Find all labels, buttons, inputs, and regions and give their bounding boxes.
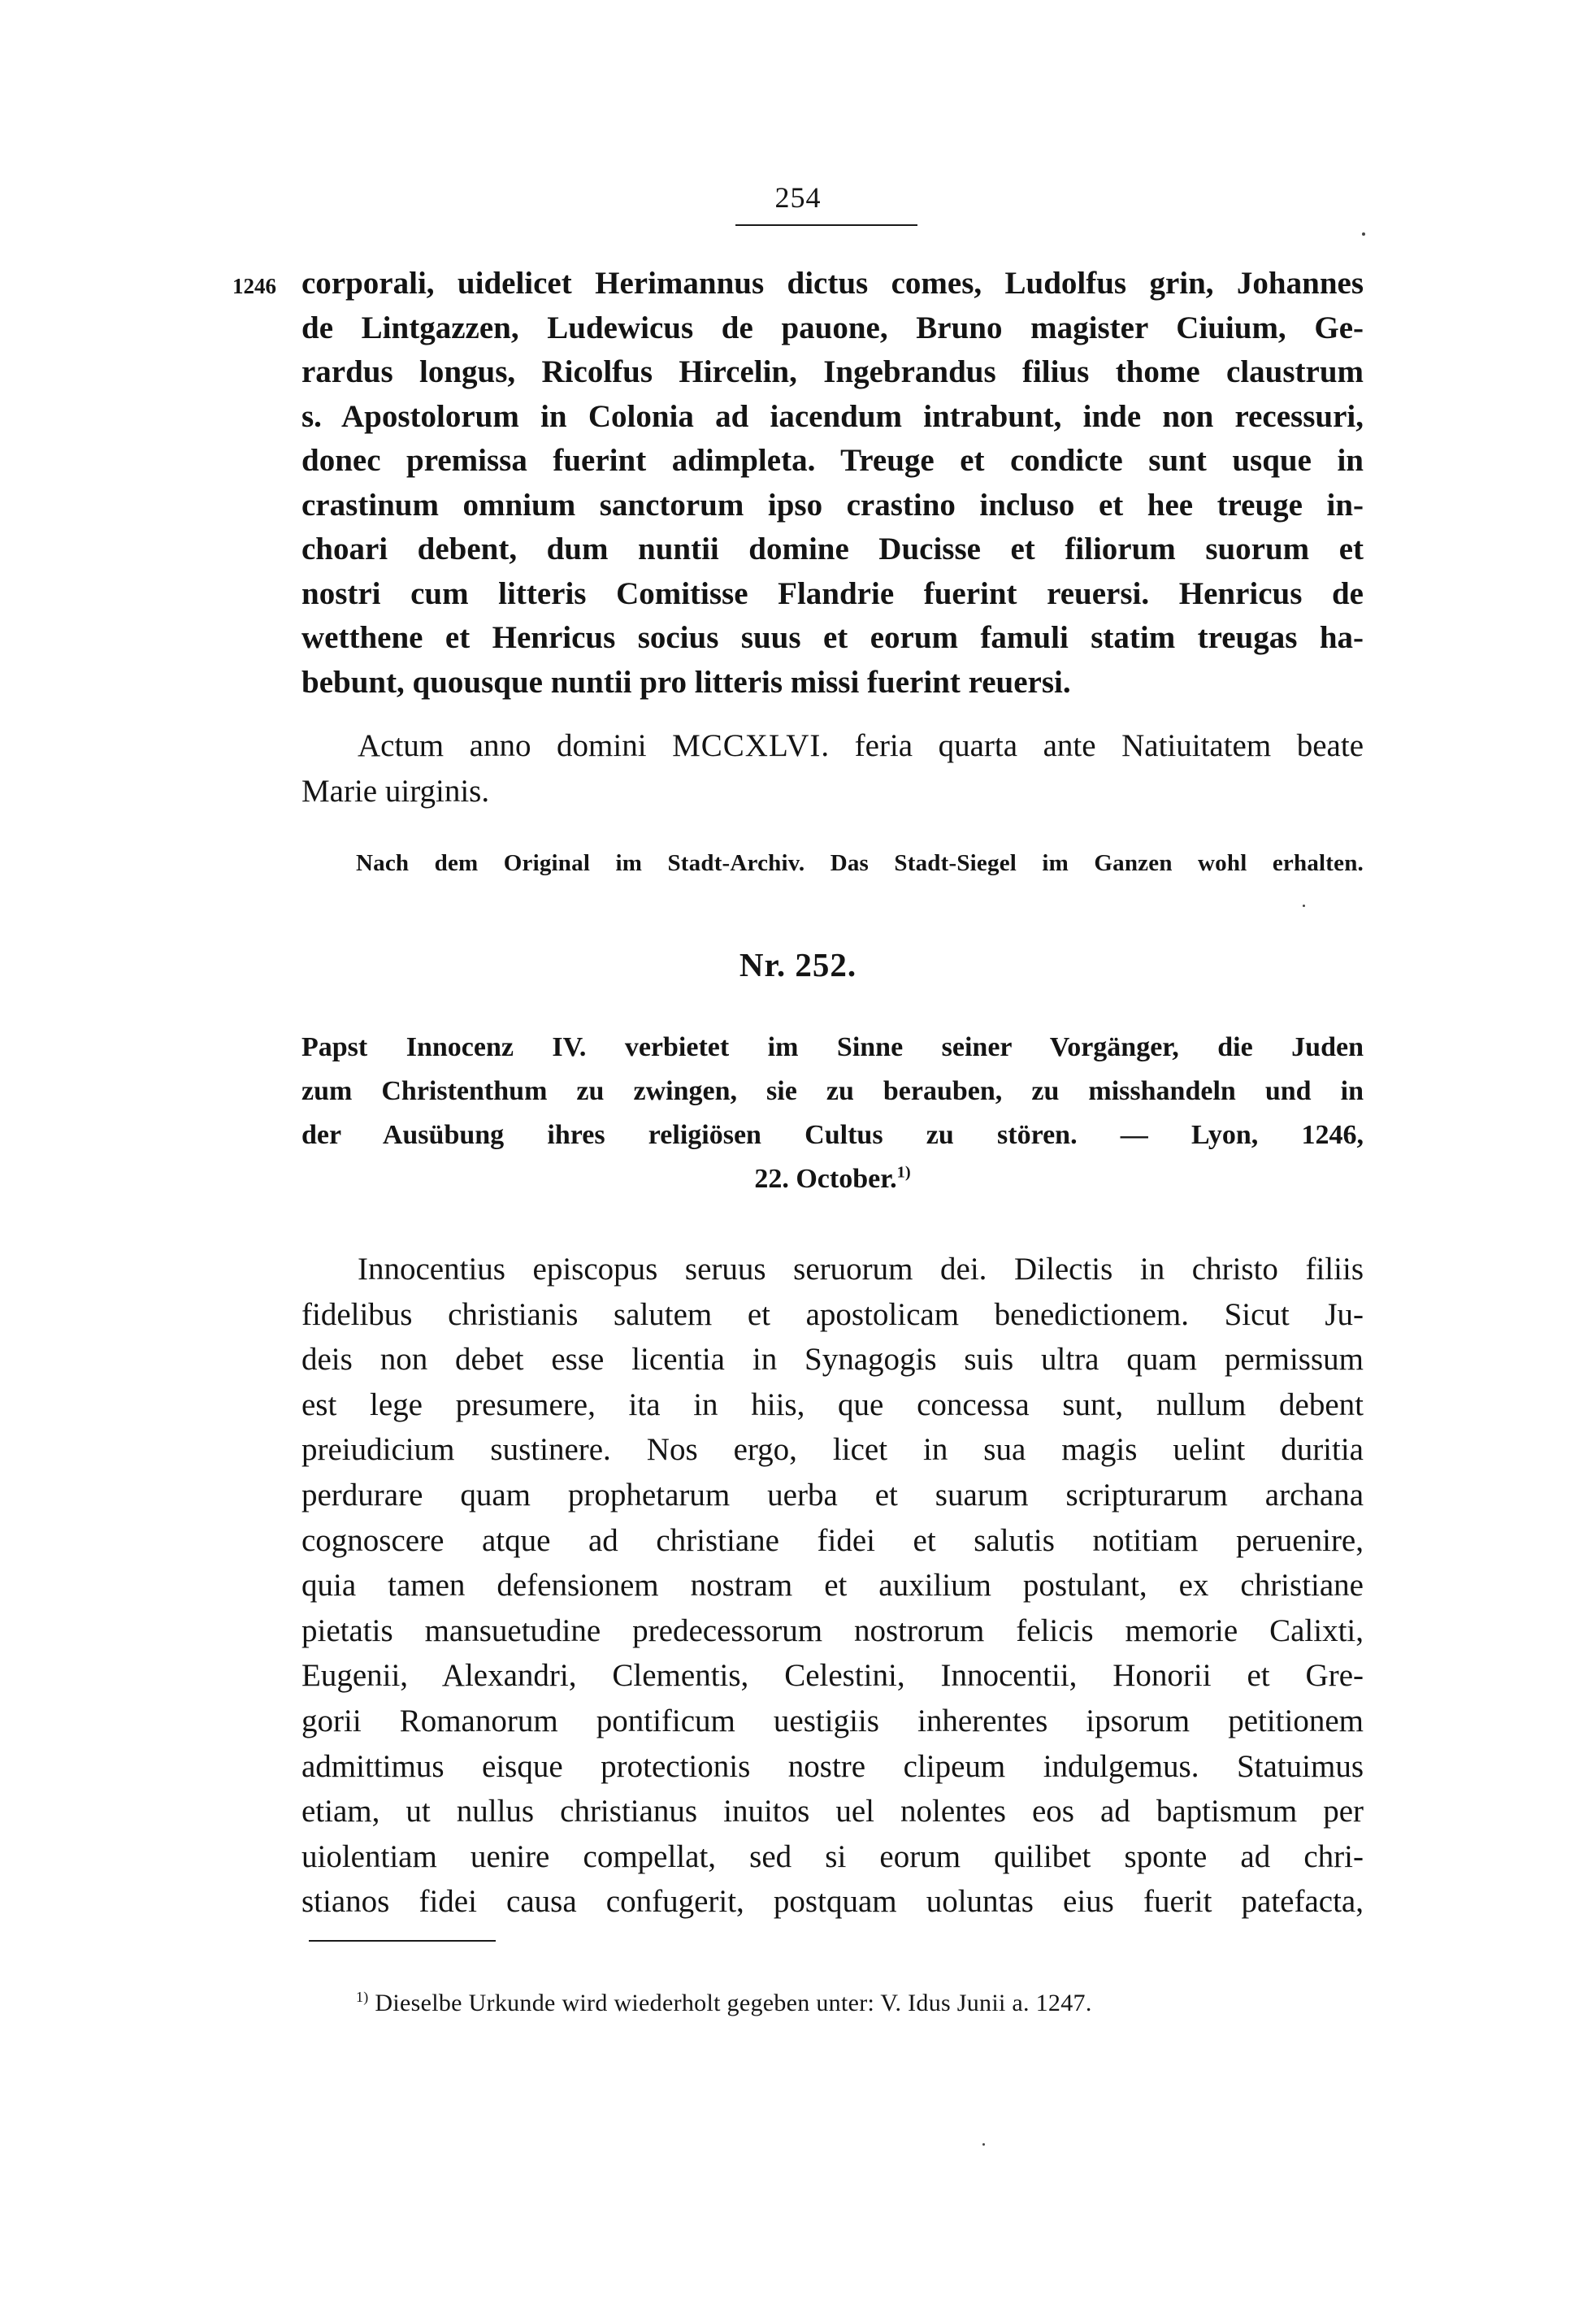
footnote-marker: 1) [356,1989,369,2005]
text-line: Innocentius episcopus seruus seruorum dei. Dilectis in christo filiis [358,1252,1364,1287]
text-line: wetthene et Henricus socius suus et eorum famuli statim treugas ha- [301,620,1364,655]
text-line: Eugenii, Alexandri, Clementis, Celestini, Innocentii, Honorii et Gre- [301,1658,1364,1694]
margin-year: 1246 [232,274,276,298]
roman-date: MCCXLVI [672,728,822,763]
text-line: de Lintgazzen, Ludewicus de pauone, Bruno magister Ciuium, Ge- [301,310,1364,345]
text-line: nostri cum litteris Comitisse Flandrie fuerint reuersi. Henricus de [301,575,1364,611]
text-line: stianos fidei causa confugerit, postquam uoluntas eius fuerit patefacta, [301,1884,1364,1920]
regest-heading [301,1026,1364,1201]
regest-line: zum Christenthum zu zwingen, sie zu berauben, zu misshandeln und in [301,1076,1364,1106]
text-line: choari debent, dum nuntii domine Ducisse et filiorum suorum et [301,532,1364,566]
print-speck [982,2143,985,2146]
text-line: cognoscere atque ad christiane fidei et salutis notitiam peruenire, [301,1522,1364,1558]
text-line: pietatis mansuetudine predecessorum nostrorum felicis memorie Calixti, [301,1612,1364,1648]
actum-clause [301,723,1364,814]
text-line: uiolentiam uenire compellat, sed si eorum quilibet sponte ad chri- [301,1838,1364,1874]
text-line: donec premissa fuerint adimpleta. Treuge et condicte sunt usque in [301,443,1364,478]
source-note: Nach dem Original im Stadt-Archiv. Das Stadt-Siegel im Ganzen wohl erhalten. [356,850,1364,876]
actum-line-2: Marie uirginis. [301,774,490,809]
page-number-rule [735,224,917,226]
actum-prefix: Actum anno domini [358,728,647,763]
document-number: Nr. 252. [739,946,857,983]
doc-251-text [301,262,1364,705]
footnote-text: Dieselbe Urkunde wird wiederholt gegeben unter: V. Idus Junii a. 1247. [375,1990,1092,2016]
regest-line-date [301,1157,1364,1201]
text-line: rardus longus, Ricolfus Hircelin, Ingebrandus filius thome claustrum [301,354,1364,389]
text-line: preiudicium sustinere. Nos ergo, licet in sua magis uelint duritia [301,1432,1364,1468]
text-line: bebunt, quousque nuntii pro litteris missi fuerint reuersi. [301,664,1071,700]
print-speck [1303,905,1305,907]
text-line: corporali, uidelicet Herimannus dictus comes, Ludolfus grin, Johannes [301,266,1364,301]
footnote-reference: 1) [896,1163,911,1182]
regest-date: 22. October. [754,1164,897,1194]
footnote [356,1990,1364,2017]
actum-line [301,723,1364,769]
actum-suffix: . feria quarta ante Natiuitatem beate [821,728,1364,763]
regest-line: der Ausübung ihres religiösen Cultus zu stören. — Lyon, 1246, [301,1120,1364,1150]
text-line: deis non debet esse licentia in Synagogis suis ultra quam permissum [301,1342,1364,1378]
doc-252-text [301,1247,1364,1925]
text-line: perdurare quam prophetarum uerba et suarum scripturarum archana [301,1477,1364,1513]
page-number: 254 [774,181,822,214]
print-speck [1362,232,1365,236]
text-line: gorii Romanorum pontificum uestigiis inherentes ipsorum petitionem [301,1703,1364,1738]
text-line: fidelibus christianis salutem et apostolicam benedictionem. Sicut Ju- [301,1296,1364,1332]
regest-line: Papst Innocenz IV. verbietet im Sinne seiner Vorgänger, die Juden [301,1032,1364,1062]
text-line: etiam, ut nullus christianus inuitos uel nolentes eos ad baptismum per [301,1794,1364,1829]
text-line: s. Apostolorum in Colonia ad iacendum intrabunt, inde non recessuri, [301,398,1364,434]
text-line: quia tamen defensionem nostram et auxilium postulant, ex christiane [301,1568,1364,1604]
text-line: admittimus eisque protectionis nostre clipeum indulgemus. Statuimus [301,1748,1364,1784]
text-line: crastinum omnium sanctorum ipso crastino incluso et hee treuge in- [301,487,1364,523]
footnote-rule [309,1940,496,1942]
text-line: est lege presumere, ita in hiis, que concessa sunt, nullum debent [301,1387,1364,1422]
